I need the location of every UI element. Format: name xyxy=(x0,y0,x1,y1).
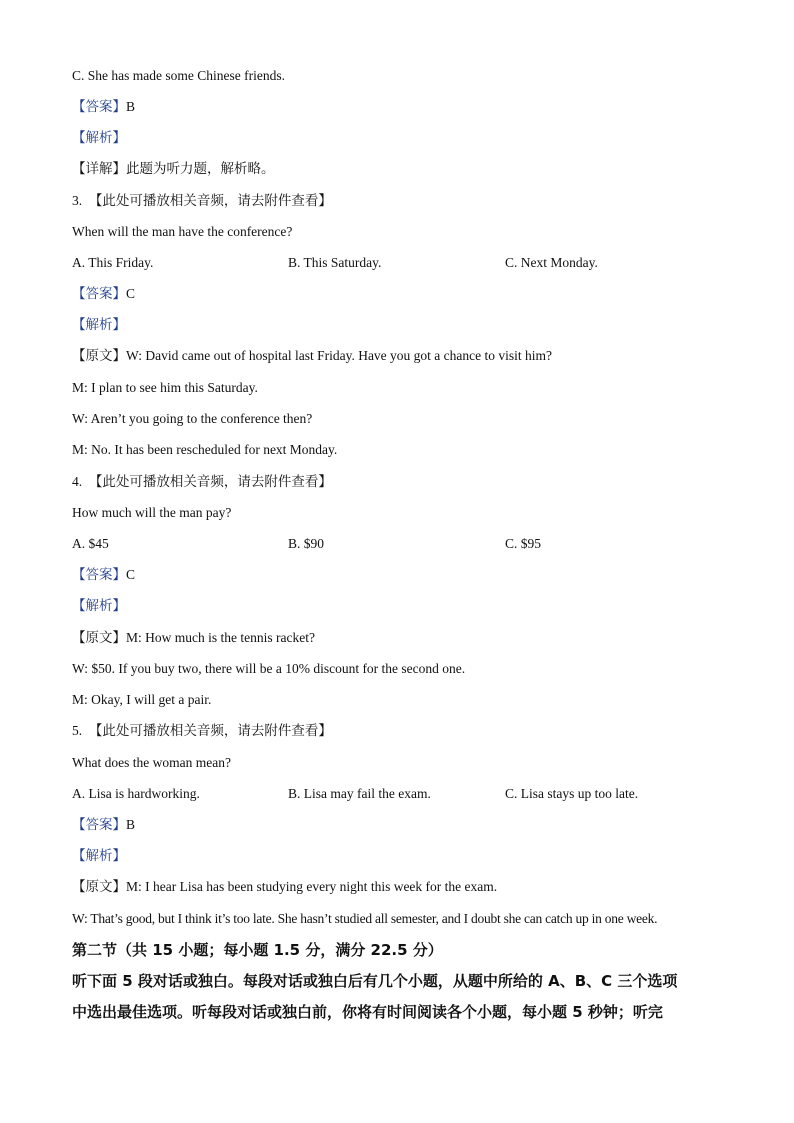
section2-heading: 第二节（共 15 小题；每小题 1.5 分，满分 22.5 分） xyxy=(72,941,443,959)
original-tag: 【原文】 xyxy=(72,630,126,645)
q4-transcript-line-1 xyxy=(72,629,315,647)
option-c: C. $95 xyxy=(505,536,542,551)
q5-transcript-line-1 xyxy=(72,878,497,896)
q4-analysis-tag: 【解析】 xyxy=(72,598,126,613)
q5-header xyxy=(72,722,332,740)
q2-answer-line xyxy=(72,98,135,116)
question-number: 3. xyxy=(72,193,83,208)
q4-question: How much will the man pay? xyxy=(72,505,232,520)
transcript-text: M: I hear Lisa has been studying every night this week for the exam. xyxy=(126,879,498,894)
q3-transcript-line-4: M: No. It has been rescheduled for next Monday. xyxy=(72,442,338,457)
q5-analysis-tag: 【解析】 xyxy=(72,848,126,863)
q4-transcript-line-3: M: Okay, I will get a pair. xyxy=(72,692,212,707)
q3-question: When will the man have the conference? xyxy=(72,224,293,239)
option-b: B. Lisa may fail the exam. xyxy=(288,786,431,801)
q2-option-c: C. She has made some Chinese friends. xyxy=(72,68,285,83)
q4-answer-line xyxy=(72,566,135,584)
q3-header xyxy=(72,192,332,210)
answer-value: B xyxy=(126,99,136,114)
detail-text: 此题为听力题，解析略。 xyxy=(126,161,275,176)
q4-options xyxy=(72,535,722,553)
option-b: B. $90 xyxy=(288,536,325,551)
option-c: C. Lisa stays up too late. xyxy=(505,786,639,801)
q4-transcript-line-2: W: $50. If you buy two, there will be a 10% discount for the second one. xyxy=(72,661,466,676)
original-tag: 【原文】 xyxy=(72,879,126,894)
option-a: A. This Friday. xyxy=(72,255,154,270)
answer-value: C xyxy=(126,286,136,301)
audio-note: 【此处可播放相关音频，请去附件查看】 xyxy=(88,723,332,738)
q3-transcript-line-1 xyxy=(72,347,552,365)
detail-tag: 【详解】 xyxy=(72,161,126,176)
q5-transcript-line-2: W: That’s good, but I think it’s too late. She hasn’t studied all semester, and I doubt she can catch up in one week. xyxy=(72,911,658,926)
question-number: 5. xyxy=(72,723,83,738)
section2-instructions-line-2: 中选出最佳选项。听每段对话或独白前，你将有时间阅读各个小题，每小题 5 秒钟；听完 xyxy=(72,1003,663,1021)
q5-question: What does the woman mean? xyxy=(72,755,231,770)
answer-tag: 【答案】 xyxy=(72,286,126,301)
q3-analysis-tag: 【解析】 xyxy=(72,317,126,332)
q2-detail-line xyxy=(72,160,275,178)
audio-note: 【此处可播放相关音频，请去附件查看】 xyxy=(88,193,332,208)
q3-answer-line xyxy=(72,285,135,303)
question-number: 4. xyxy=(72,474,83,489)
q3-transcript-line-3: W: Aren’t you going to the conference then? xyxy=(72,411,313,426)
transcript-text: M: How much is the tennis racket? xyxy=(126,630,315,645)
original-tag: 【原文】 xyxy=(72,348,126,363)
q3-options xyxy=(72,254,722,272)
answer-tag: 【答案】 xyxy=(72,567,126,582)
option-b: B. This Saturday. xyxy=(288,255,382,270)
option-a: A. Lisa is hardworking. xyxy=(72,786,200,801)
answer-tag: 【答案】 xyxy=(72,817,126,832)
answer-value: C xyxy=(126,567,136,582)
section2-instructions-line-1: 听下面 5 段对话或独白。每段对话或独白后有几个小题，从题中所给的 A、B、C 三个选项 xyxy=(72,972,678,990)
option-c: C. Next Monday. xyxy=(505,255,598,270)
answer-value: B xyxy=(126,817,136,832)
transcript-text: W: David came out of hospital last Friday. Have you got a chance to visit him? xyxy=(126,348,553,363)
q2-analysis-tag: 【解析】 xyxy=(72,130,126,145)
q4-header xyxy=(72,473,332,491)
q5-answer-line xyxy=(72,816,135,834)
q5-options xyxy=(72,785,722,803)
answer-tag: 【答案】 xyxy=(72,99,126,114)
q3-transcript-line-2: M: I plan to see him this Saturday. xyxy=(72,380,258,395)
option-a: A. $45 xyxy=(72,536,109,551)
audio-note: 【此处可播放相关音频，请去附件查看】 xyxy=(88,474,332,489)
